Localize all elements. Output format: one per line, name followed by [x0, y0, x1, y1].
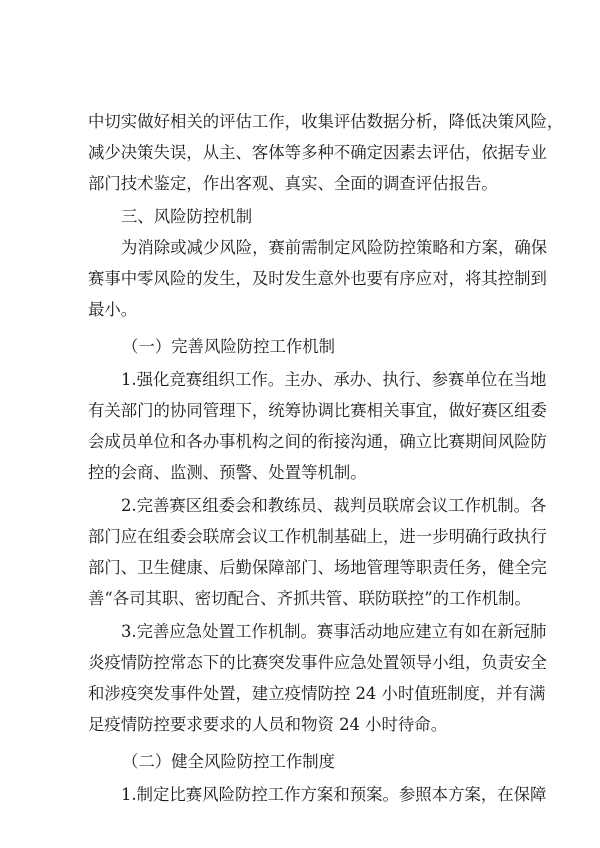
- text-line: 1.强化竞赛组织工作。主办、承办、执行、参赛单位在当地: [121, 370, 547, 389]
- text-line: 和涉疫突发事件处置，建立疫情防控 24 小时值班制度，并有满: [88, 684, 546, 703]
- text-line: 3.完善应急处置工作机制。赛事活动地应建立有如在新冠肺: [121, 622, 547, 641]
- paragraph: [88, 490, 547, 614]
- text-line: 有关部门的协同管理下，统筹协调比赛相关事宜，做好赛区组委: [88, 401, 547, 420]
- text-line: 炎疫情防控常态下的比赛突发事件应急处置领导小组，负责安全: [88, 653, 547, 672]
- text-line: 1.制定比赛风险防控工作方案和预案。参照本方案，在保障: [121, 785, 547, 804]
- paragraph: [88, 616, 547, 740]
- subsection-heading: （一）完善风险防控工作机制: [122, 337, 336, 356]
- text-line: 最小。: [88, 300, 138, 319]
- paragraph: [88, 779, 547, 810]
- text-line: 中切实做好相关的评估工作，收集评估数据分析，降低决策风险，: [88, 112, 564, 131]
- paragraph: [88, 364, 547, 488]
- text-line: 部门应在组委会联席会议工作机制基础上，进一步明确行政执行: [88, 527, 547, 546]
- text-line: 会成员单位和各办事机构之间的衔接沟通，确立比赛期间风险防: [88, 432, 547, 451]
- section-heading: 三、风险防控机制: [121, 207, 253, 226]
- text-line: 部门技术鉴定，作出客观、真实、全面的调查评估报告。: [88, 174, 498, 193]
- text-line: 善“各司其职、密切配合、齐抓共管、联防联控”的工作机制。: [88, 589, 531, 608]
- text-line: 部门、卫生健康、后勤保障部门、场地管理等职责任务，健全完: [88, 558, 547, 577]
- subsection-heading: （二）健全风险防控工作制度: [122, 752, 336, 771]
- paragraph: [88, 232, 548, 325]
- text-line: 赛事中零风险的发生，及时发生意外也要有序应对，将其控制到: [88, 269, 547, 288]
- paragraph-continuation: [88, 106, 564, 199]
- text-line: 减少决策失误，从主、客体等多种不确定因素去评估，依据专业: [88, 143, 547, 162]
- text-line: 为消除或减少风险，赛前需制定风险防控策略和方案，确保: [121, 238, 548, 257]
- text-line: 2.完善赛区组委会和教练员、裁判员联席会议工作机制。各: [121, 496, 547, 515]
- text-line: 足疫情防控要求要求的人员和物资 24 小时待命。: [88, 715, 448, 734]
- text-line: 控的会商、监测、预警、处置等机制。: [88, 463, 367, 482]
